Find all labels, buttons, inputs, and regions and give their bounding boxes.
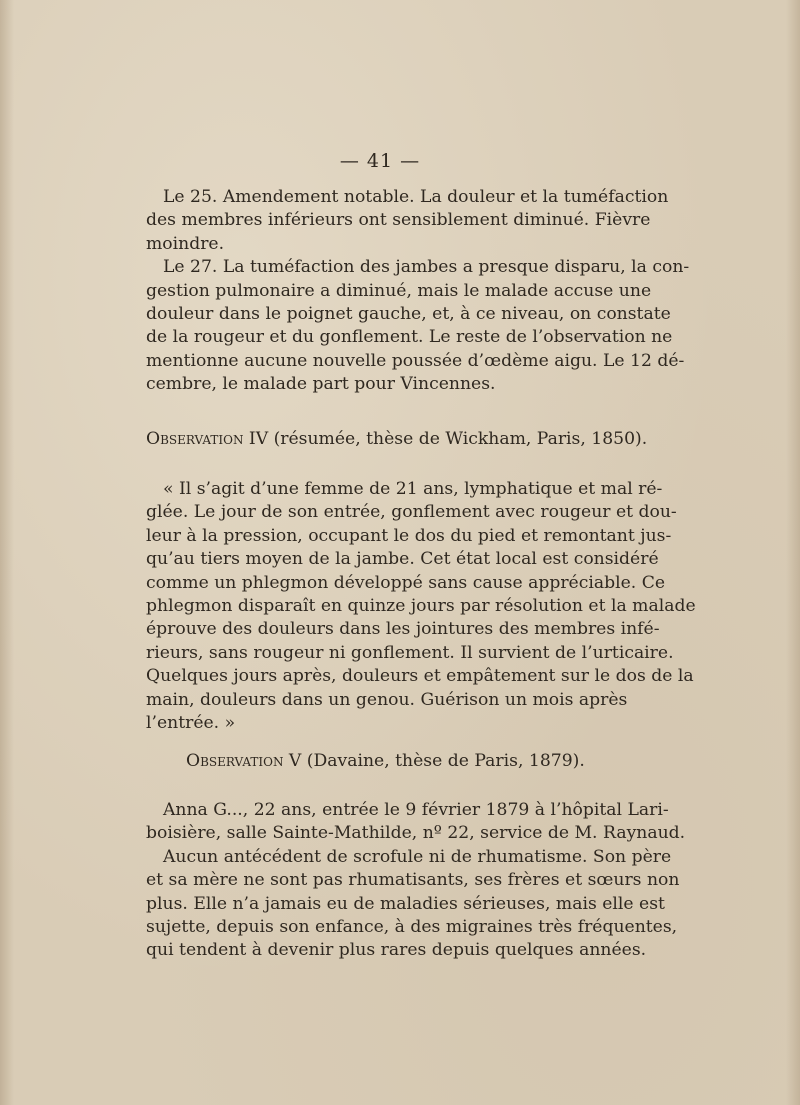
text-line: phlegmon disparaît en quinze jours par résolution et la malade xyxy=(146,595,696,616)
page-edge-shadow-right xyxy=(786,0,800,1105)
text-line: comme un phlegmon développé sans cause appréciable. Ce xyxy=(146,572,666,593)
text-line: des membres inférieurs ont sensiblement diminué. Fièvre xyxy=(146,210,651,231)
observation-iv-text xyxy=(146,478,696,735)
paragraph-continuation xyxy=(146,186,690,397)
text-line: leur à la pression, occupant le dos du pied et remontant jus- xyxy=(146,525,672,546)
text-line: douleur dans le poignet gauche, et, à ce niveau, on constate xyxy=(146,303,671,324)
text-line: de la rougeur et du gonflement. Le reste de l’observation ne xyxy=(146,327,673,348)
text-line: gestion pulmonaire a diminué, mais le malade accuse une xyxy=(146,280,652,301)
text-line: plus. Elle n’a jamais eu de maladies sérieuses, mais elle est xyxy=(146,893,665,914)
page-number: — 41 — xyxy=(339,150,421,172)
text-line: qui tendent à devenir plus rares depuis quelques années. xyxy=(146,940,647,961)
text-line: Anna G..., 22 ans, entrée le 9 février 1879 à l’hôpital Lari- xyxy=(163,800,669,820)
text-line: Le 25. Amendement notable. La douleur et la tuméfaction xyxy=(163,187,669,207)
text-line: l’entrée. » xyxy=(146,712,236,733)
observation-source: (Davaine, thèse de Paris, 1879). xyxy=(301,751,585,771)
text-line: Le 27. La tuméfaction des jambes a presque disparu, la con- xyxy=(163,257,690,278)
text-line: éprouve des douleurs dans les jointures des membres infé- xyxy=(146,619,660,640)
text-line: qu’au tiers moyen de la jambe. Cet état local est considéré xyxy=(146,549,659,570)
observation-v-heading xyxy=(186,750,585,773)
text-line: sujette, depuis son enfance, à des migraines très fréquentes, xyxy=(146,916,678,937)
observation-source: (résumée, thèse de Wickham, Paris, 1850). xyxy=(268,429,648,449)
text-line: Quelques jours après, douleurs et empâtement sur le dos de la xyxy=(146,666,694,687)
text-line: Aucun antécédent de scrofule ni de rhumatisme. Son père xyxy=(163,846,672,867)
observation-v-text xyxy=(146,799,686,963)
text-line: rieurs, sans rougeur ni gonflement. Il survient de l’urticaire. xyxy=(146,642,674,663)
text-line: main, douleurs dans un genou. Guérison un mois après xyxy=(146,689,628,710)
observation-iv-heading xyxy=(146,428,647,451)
text-line: mentionne aucune nouvelle poussée d’œdème aigu. Le 12 dé- xyxy=(146,350,685,371)
text-line: boisière, salle Sainte-Mathilde, nº 22, service de M. Raynaud. xyxy=(146,823,686,844)
text-line: et sa mère ne sont pas rhumatisants, ses frères et sœurs non xyxy=(146,870,680,891)
observation-label: Observation IV xyxy=(146,429,269,449)
text-line: cembre, le malade part pour Vincennes. xyxy=(146,374,496,395)
text-line: moindre. xyxy=(146,233,225,254)
text-line: « Il s’agit d’une femme de 21 ans, lymphatique et mal ré- xyxy=(163,479,663,499)
text-line: glée. Le jour de son entrée, gonflement avec rougeur et dou- xyxy=(146,502,677,523)
observation-label: Observation V xyxy=(186,751,302,771)
